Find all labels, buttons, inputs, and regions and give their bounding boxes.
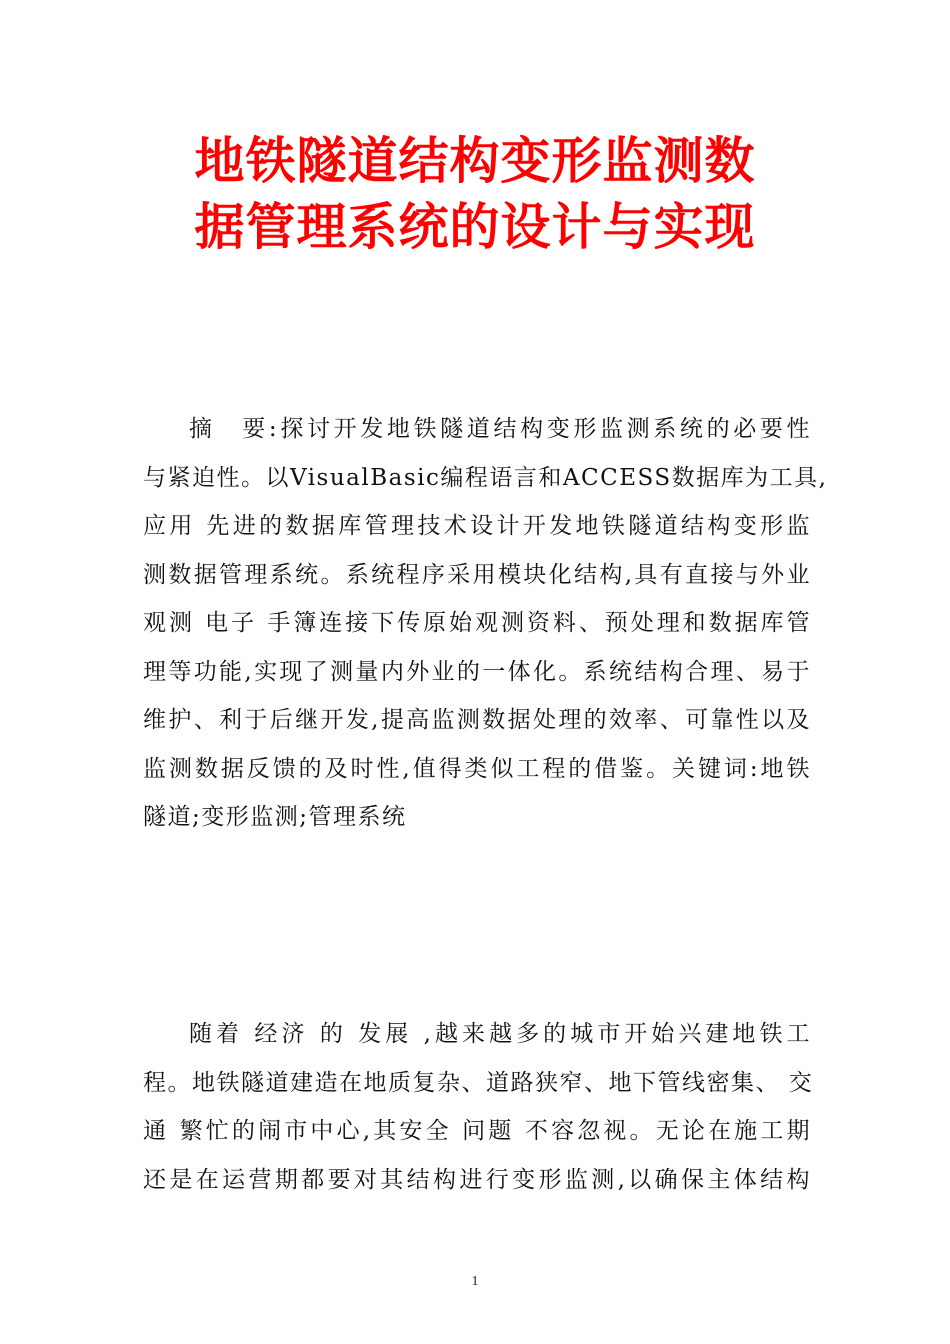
page-number: 1 — [471, 1274, 479, 1289]
abstract-line: 摘 要:探讨开发地铁隧道结构变形监测系统的必要性 — [189, 416, 811, 442]
abstract-line: 隧道;变形监测;管理系统 — [143, 804, 407, 830]
abstract-line: 测数据管理系统。系统程序采用模块化结构,具有直接与外业 — [143, 561, 811, 588]
title-line: 地铁隧道结构变形监测数 — [194, 132, 756, 190]
abstract-line: 理等功能,实现了测量内外业的一体化。系统结构合理、易于 — [143, 658, 811, 685]
abstract-line: 维护、利于后继开发,提高监测数据处理的效率、可靠性以及 — [143, 707, 811, 733]
abstract-line: 应用 先进的数据库管理技术设计开发地铁隧道结构变形监 — [143, 513, 811, 539]
intro-line: 还是在运营期都要对其结构进行变形监测,以确保主体结构 — [143, 1166, 811, 1193]
intro-paragraph — [143, 1010, 814, 1204]
abstract-paragraph — [143, 405, 828, 842]
intro-line: 通 繁忙的闹市中心,其安全 问题 不容忽视。无论在施工期 — [143, 1118, 811, 1144]
abstract-line: 与紧迫性。以VisualBasic编程语言和ACCESS数据库为工具, — [143, 464, 828, 491]
abstract-line: 监测数据反馈的及时性,值得类似工程的借鉴。关键词:地铁 — [143, 755, 811, 782]
intro-line: 程。地铁隧道建造在地质复杂、道路狭窄、地下管线密集、 交 — [143, 1069, 814, 1096]
abstract-line: 观测 电子 手簿连接下传原始观测资料、预处理和数据库管 — [143, 610, 811, 636]
intro-line: 随着 经济 的 发展 ,越来越多的城市开始兴建地铁工 — [189, 1021, 811, 1047]
document-title — [0, 128, 950, 260]
title-line: 据管理系统的设计与实现 — [194, 198, 756, 256]
